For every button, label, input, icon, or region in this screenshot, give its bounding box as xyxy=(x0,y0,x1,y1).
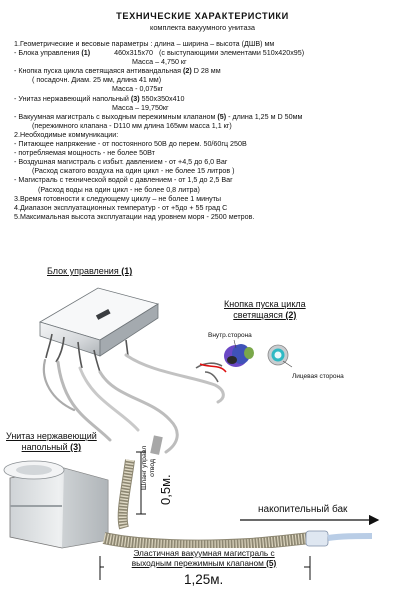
toilet-image xyxy=(4,461,108,548)
spec-button-fit: ( посадочн. Диам. 25 мм, длина 41 мм) xyxy=(32,76,162,85)
label-start-button: Кнопка пуска цикла светящаяся (2) xyxy=(224,299,306,320)
document-title: ТЕХНИЧЕСКИЕ ХАРАКТЕРИСТИКИ xyxy=(116,11,289,21)
label-inner-side: Внутр.сторона xyxy=(208,332,252,339)
spec-vacuum-valve: (пережимного клапана - D110 мм длина 165мм масса 1,1 кг) xyxy=(32,121,232,130)
spec-power: - Питающее напряжение - от постоянного 50В до перем. 50/60гц 250В xyxy=(14,140,247,149)
elastic-vacuum-line xyxy=(104,531,372,546)
spec-toilet-mass: Масса – 19,750кг xyxy=(112,103,169,112)
spec-consumption: - потребляемая мощность - не более 50Вт xyxy=(14,149,155,158)
label-toilet: Унитаз нержавеющий напольный (3) xyxy=(6,431,97,452)
spec-toilet: - Унитаз нержавеющий напольный (3) 550х350х410 xyxy=(14,94,185,103)
label-front-side: Лицевая сторона xyxy=(292,373,344,380)
label-vacuum-line: Эластичная вакуумная магистраль с выходным пережимным клапаном (5) xyxy=(104,548,304,568)
spec-temperature: 4.Диапазон эксплуатационных температур - от +5до + 55 град С xyxy=(14,203,228,212)
document-subtitle: комплекта вакуумного унитаза xyxy=(150,23,255,32)
spec-air: - Воздушная магистраль с избыт. давлением - от +4,5 до 6,0 Bar xyxy=(14,158,228,167)
label-control-unit: Блок управления (1) xyxy=(47,266,133,276)
spec-control-unit: - Блока управления (1) 460х315х70 (с выступающими элементами 510х420х95) xyxy=(14,49,305,58)
spec-control-unit-mass: Масса – 4,750 кг xyxy=(132,58,187,67)
spec-ready-time: 3.Время готовности к следующему циклу – не более 1 минуты xyxy=(14,194,222,203)
control-unit-image xyxy=(40,288,158,372)
spec-communications-title: 2.Необходимые коммуникации: xyxy=(14,130,119,139)
label-height-value: 0,5м. xyxy=(158,474,173,505)
spec-button: - Кнопка пуска цикла светящаяся антивандальная (2) D 28 мм xyxy=(14,67,221,76)
label-tank: накопительный бак xyxy=(258,504,348,515)
label-control-hose: Шланг управл отвод xyxy=(141,445,156,490)
spec-water-note: (Расход воды на один цикл - не более 0,8 литра) xyxy=(38,185,200,194)
spec-button-mass: Масса - 0,075кг xyxy=(112,85,164,94)
spec-water: - Магистраль с технической водой с давлением - от 1,5 до 2,5 Bar xyxy=(14,176,233,185)
start-button-inner-image xyxy=(196,344,254,382)
spec-altitude: 5.Максимальная высота эксплуатации над уровнем моря - 2500 метров. xyxy=(14,212,255,221)
spec-vacuum-line: - Вакуумная магистраль с выходным пережимным клапаном (5) - длина 1,25 м D 50мм xyxy=(14,112,303,121)
spec-geometry-title: 1.Геометрические и весовые параметры : длина – ширина – высота (ДШВ) мм xyxy=(14,40,275,48)
spec-air-note: (Расход сжатого воздуха на один цикл - не более 15 литров ) xyxy=(32,167,235,176)
label-length-value: 1,25м. xyxy=(184,572,224,587)
